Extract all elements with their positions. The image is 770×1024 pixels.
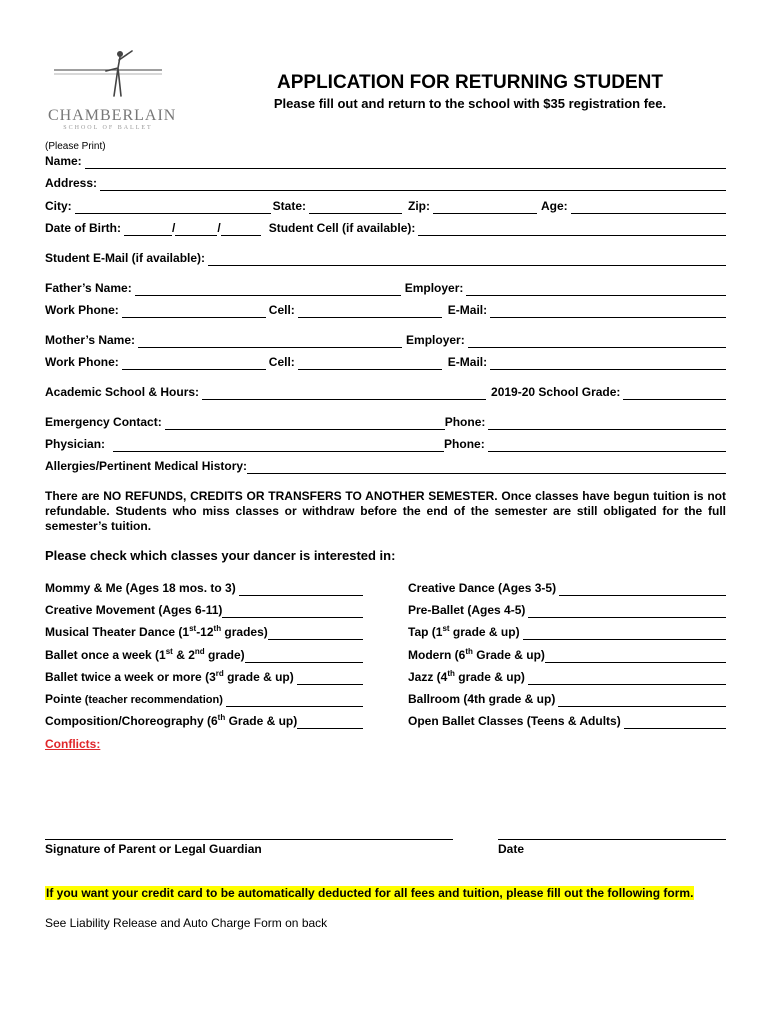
mother-work-phone-label: Work Phone: <box>45 355 119 369</box>
academic-school-field[interactable] <box>202 386 486 400</box>
emergency-contact-label: Emergency Contact: <box>45 415 162 429</box>
mother-phone-row <box>45 352 726 370</box>
jazz-field[interactable] <box>528 671 726 685</box>
city-label: City: <box>45 199 72 213</box>
father-phone-row <box>45 300 726 318</box>
fathers-name-label: Father’s Name: <box>45 281 132 295</box>
physician-phone-field[interactable] <box>488 438 726 452</box>
mother-cell-label: Cell: <box>268 355 295 369</box>
page-title: APPLICATION FOR RETURNING STUDENT <box>277 72 663 93</box>
student-email-label: Student E-Mail (if available): <box>45 251 206 265</box>
please-print-note: (Please Print) <box>45 141 106 152</box>
dob-year-field[interactable] <box>221 222 261 236</box>
class-pre-ballet: Pre-Ballet (Ages 4-5) <box>408 600 726 618</box>
address-row <box>45 173 726 191</box>
academic-school-label: Academic School & Hours: <box>45 385 200 399</box>
logo-name: CHAMBERLAIN <box>48 107 177 124</box>
classes-heading: Please check which classes your dancer is interested in: <box>45 548 396 563</box>
age-label: Age: <box>541 199 568 213</box>
class-mommy-me: Mommy & Me (Ages 18 mos. to 3) <box>45 578 363 596</box>
emergency-phone-label: Phone: <box>444 415 486 429</box>
dob-slash-2: / <box>217 221 221 235</box>
state-field[interactable] <box>309 200 402 214</box>
name-label: Name: <box>45 154 82 168</box>
student-cell-label: Student Cell (if available): <box>268 221 416 235</box>
class-ballet-once: Ballet once a week (1st & 2nd grade) <box>45 645 363 663</box>
mother-employer-field[interactable] <box>468 334 726 348</box>
date-line[interactable] <box>498 839 726 840</box>
logo-subtitle: SCHOOL OF BALLET <box>63 125 153 131</box>
class-creative-dance: Creative Dance (Ages 3-5) <box>408 578 726 596</box>
conflicts-label: Conflicts: <box>45 737 101 751</box>
ballet-once-field[interactable] <box>245 649 363 663</box>
mother-email-label: E-Mail: <box>447 355 488 369</box>
father-row <box>45 278 726 296</box>
mother-work-phone-field[interactable] <box>122 356 266 370</box>
father-work-phone-label: Work Phone: <box>45 303 119 317</box>
father-employer-field[interactable] <box>466 282 726 296</box>
allergies-field[interactable] <box>247 460 726 474</box>
father-cell-field[interactable] <box>298 304 442 318</box>
student-cell-field[interactable] <box>418 222 726 236</box>
dob-month-field[interactable] <box>124 222 172 236</box>
dob-slash-1: / <box>172 221 176 235</box>
signature-label: Signature of Parent or Legal Guardian <box>45 842 262 856</box>
pre-ballet-field[interactable] <box>528 604 726 618</box>
mothers-name-label: Mother’s Name: <box>45 333 136 347</box>
mother-cell-field[interactable] <box>298 356 442 370</box>
class-open-ballet: Open Ballet Classes (Teens & Adults) <box>408 711 726 729</box>
ballet-twice-field[interactable] <box>297 671 363 685</box>
student-email-field[interactable] <box>208 252 726 266</box>
address-field[interactable] <box>100 177 726 191</box>
academic-row <box>45 382 726 400</box>
class-ballet-twice: Ballet twice a week or more (3rd grade & up) <box>45 667 363 685</box>
state-label: State: <box>272 199 307 213</box>
dob-label: Date of Birth: <box>45 221 121 235</box>
ballerina-icon <box>48 48 168 100</box>
student-email-row <box>45 248 726 266</box>
page-subtitle: Please fill out and return to the school with $35 registration fee. <box>273 96 667 111</box>
emergency-contact-field[interactable] <box>165 416 445 430</box>
name-field[interactable] <box>85 155 726 169</box>
city-row <box>45 196 726 214</box>
emergency-row <box>45 412 726 430</box>
zip-field[interactable] <box>433 200 537 214</box>
musical-theater-field[interactable] <box>268 626 363 640</box>
physician-field[interactable] <box>113 438 444 452</box>
physician-row <box>45 434 726 452</box>
allergies-label: Allergies/Pertinent Medical History: <box>45 459 248 473</box>
ballroom-field[interactable] <box>558 693 726 707</box>
dob-row <box>45 218 726 236</box>
father-employer-label: Employer: <box>404 281 464 295</box>
credit-card-notice: If you want your credit card to be automatically deducted for all fees and tuition, please fill out the following form. <box>46 886 694 900</box>
school-logo <box>48 48 177 131</box>
class-jazz: Jazz (4th grade & up) <box>408 667 726 685</box>
creative-movement-field[interactable] <box>222 604 363 618</box>
zip-label: Zip: <box>408 199 431 213</box>
pointe-field[interactable] <box>226 693 363 707</box>
class-composition: Composition/Choreography (6th Grade & up) <box>45 711 363 729</box>
school-grade-field[interactable] <box>623 386 726 400</box>
father-cell-label: Cell: <box>268 303 295 317</box>
fathers-name-field[interactable] <box>135 282 401 296</box>
footer-note: See Liability Release and Auto Charge Form on back <box>45 916 328 930</box>
class-pointe: Pointe (teacher recommendation) <box>45 689 363 707</box>
mother-employer-label: Employer: <box>406 333 465 347</box>
composition-field[interactable] <box>297 715 363 729</box>
class-musical-theater: Musical Theater Dance (1st-12th grades) <box>45 622 363 640</box>
open-ballet-field[interactable] <box>624 715 726 729</box>
father-email-field[interactable] <box>490 304 726 318</box>
signature-line[interactable] <box>45 839 453 840</box>
dob-day-field[interactable] <box>175 222 217 236</box>
address-label: Address: <box>45 176 98 190</box>
allergies-row <box>45 456 726 474</box>
creative-dance-field[interactable] <box>559 582 726 596</box>
physician-phone-label: Phone: <box>444 437 485 451</box>
emergency-phone-field[interactable] <box>488 416 726 430</box>
class-creative-movement: Creative Movement (Ages 6-11) <box>45 600 363 618</box>
class-modern: Modern (6th Grade & up) <box>408 645 726 663</box>
class-ballroom: Ballroom (4th grade & up) <box>408 689 726 707</box>
city-field[interactable] <box>75 200 271 214</box>
mother-row <box>45 330 726 348</box>
modern-field[interactable] <box>545 649 726 663</box>
name-row <box>45 151 726 169</box>
age-field[interactable] <box>571 200 726 214</box>
mother-email-field[interactable] <box>490 356 726 370</box>
class-tap: Tap (1st grade & up) <box>408 622 726 640</box>
father-email-label: E-Mail: <box>447 303 488 317</box>
mommy-me-field[interactable] <box>239 582 363 596</box>
date-label: Date <box>498 842 525 856</box>
mothers-name-field[interactable] <box>138 334 402 348</box>
father-work-phone-field[interactable] <box>122 304 266 318</box>
refund-notice: There are NO REFUNDS, CREDITS OR TRANSFERS TO ANOTHER SEMESTER. Once classes have begun tuition is not refundable. Students who miss classes or withdraw before the end of the semester are still obligated for the full semester’s tuition. <box>45 489 726 533</box>
tap-field[interactable] <box>523 626 726 640</box>
physician-label: Physician: <box>45 437 106 451</box>
school-grade-label: 2019-20 School Grade: <box>491 385 621 399</box>
